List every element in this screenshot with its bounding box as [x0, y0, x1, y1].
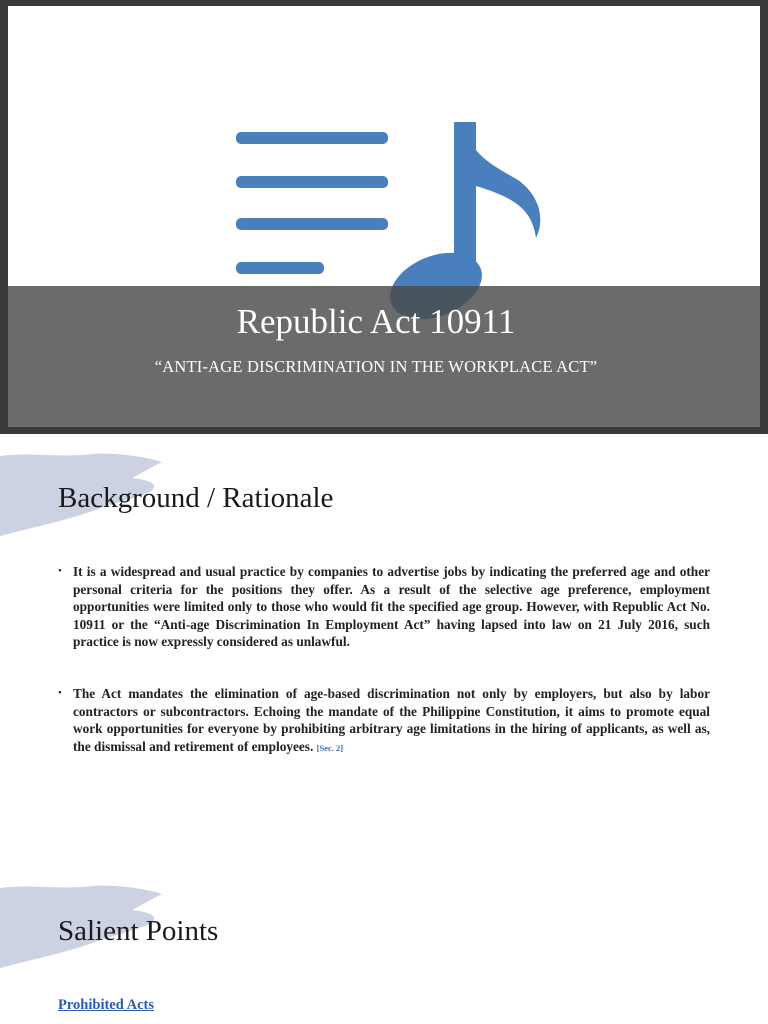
list-item	[58, 563, 710, 651]
prohibited-acts-link[interactable]: Prohibited Acts	[58, 997, 154, 1013]
bullet-icon: •	[58, 686, 62, 699]
bullet-text: The Act mandates the elimination of age-based discrimination not only by employers, but also by labor contractors or subcontractors. Echoing the mandate of the Philippine Constitution, it aims to promote equal work opportunities for everyone by prohibiting arbitrary age limitations in the hiring of applicants, as well as, the dismissal and retirement of employees.	[73, 685, 710, 754]
bullet-icon: •	[58, 565, 62, 577]
section-reference-link[interactable]: [Sec. 2]	[316, 742, 344, 753]
bullet-text: It is a widespread and usual practice by companies to advertise jobs by indicating the preferred age and other personal criteria for the positions they offer. As a result of the selective age preference, employment opportunities were limited only to those who would fit the specified age group. However, with Republic Act No. 10911 or the “Anti-age Discrimination In Employment Act” having lapsed into law on 21 July 2016, such practice is now expressly considered as unlawful.	[73, 564, 710, 650]
title-slide	[0, 0, 768, 434]
list-item	[58, 685, 710, 757]
slide-subtitle: “ANTI-AGE DISCRIMINATION IN THE WORKPLACE ACT”	[154, 357, 598, 376]
rationale-bullet-list	[58, 563, 710, 791]
section-heading-background: Background / Rationale	[58, 482, 334, 514]
slide-title: Republic Act 10911	[236, 302, 516, 341]
section-heading-salient-points: Salient Points	[58, 915, 219, 947]
